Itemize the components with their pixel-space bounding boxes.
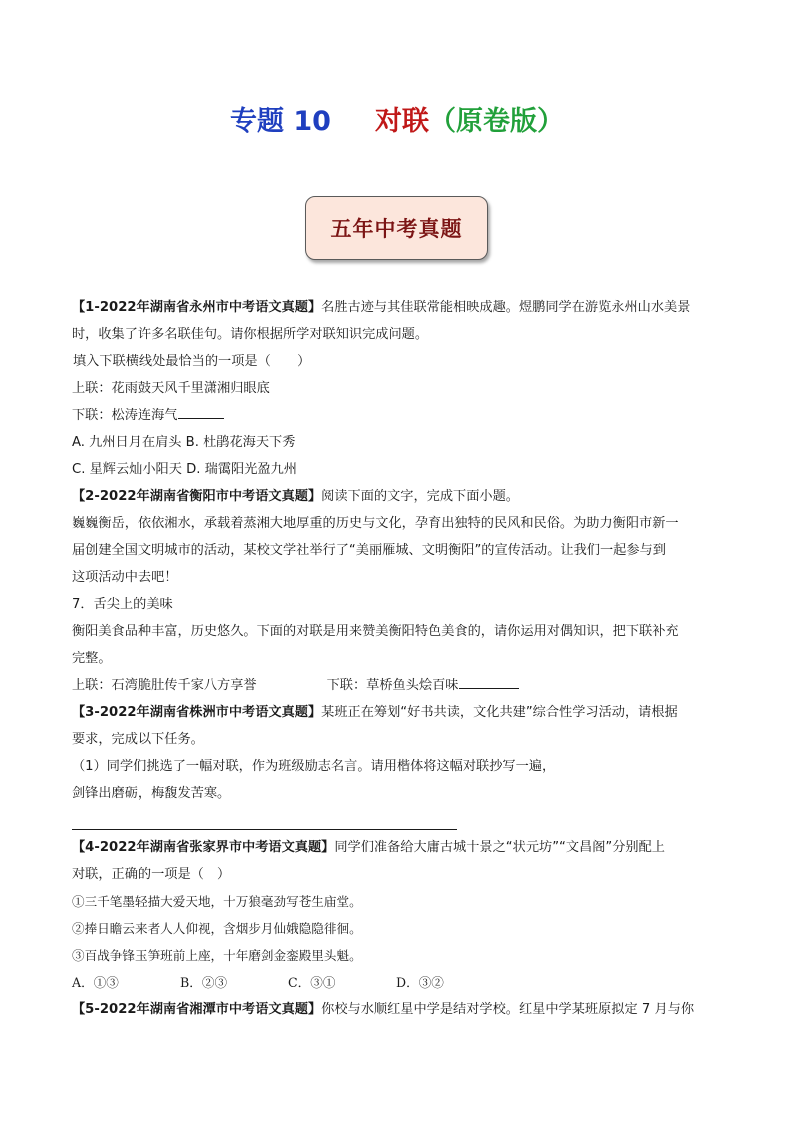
question-5-intro-1: 你校与水顺红星中学是结对学校。红星中学某班原拟定 7 月与你 xyxy=(321,1002,695,1017)
title-topic-name: 对联 xyxy=(374,106,429,137)
question-2-couplet xyxy=(72,672,722,699)
question-1-option-cd: C. 星辉云灿小阳天 D. 瑞霭阳光盈九州 xyxy=(72,462,297,477)
question-2-line-1 xyxy=(72,483,722,510)
question-3-couplet: 剑锋出磨砺，梅馥发苦寒。 xyxy=(72,786,231,801)
question-3-tag: 【3-2022年湖南省株洲市中考语文真题】 xyxy=(72,705,322,720)
question-2-desc-2: 完整。 xyxy=(72,651,112,666)
question-4-item-3: ③百战争锋玉笋班前上座，十年磨剑金銮殿里头魁。 xyxy=(72,948,362,963)
question-2-sub: 7．舌尖上的美味 xyxy=(72,597,173,612)
question-4-intro-2: 对联，正确的一项是（ ） xyxy=(72,867,231,882)
question-4-intro-1: 同学们准备给大庸古城十景之“状元坊”“文昌阁”分别配上 xyxy=(334,840,665,855)
question-4-item-1: ①三千笔墨轻描大爱天地，十万狼毫劲写苍生庙堂。 xyxy=(72,894,362,909)
question-3-line-1 xyxy=(72,699,722,726)
question-2-upper: 上联：石湾脆肚传千家八方享誉 xyxy=(72,678,257,693)
title-edition: （原卷版） xyxy=(428,106,564,137)
page-title xyxy=(0,103,794,141)
question-5-line-1 xyxy=(72,996,722,1023)
question-4-tag: 【4-2022年湖南省张家界市中考语文真题】 xyxy=(72,840,335,855)
question-1-tag: 【1-2022年湖南省永州市中考语文真题】 xyxy=(72,300,322,315)
question-2-para-3: 这项活动中去吧！ xyxy=(72,570,178,585)
question-4-option-d: D．③② xyxy=(396,975,444,990)
question-1-upper: 上联：花雨鼓天风千里潇湘归眼底 xyxy=(72,381,270,396)
question-2-desc-1: 衡阳美食品种丰富，历史悠久。下面的对联是用来赞美衡阳特色美食的，请你运用对偶知识，把下联补充 xyxy=(72,624,679,639)
answer-blank[interactable] xyxy=(178,404,224,419)
question-1-intro-1: 名胜古迹与其佳联常能相映成趣。煜鹏同学在游览永州山水美景 xyxy=(321,300,691,315)
question-2-tag: 【2-2022年湖南省衡阳市中考语文真题】 xyxy=(72,489,322,504)
question-4-item-2: ②捧日瞻云来者人人仰视，含烟步月仙娥隐隐徘徊。 xyxy=(72,921,362,936)
question-4-line-1 xyxy=(72,834,722,861)
question-1-line-1 xyxy=(72,294,722,321)
question-1-prompt: 填入下联横线处最恰当的一项是（ ） xyxy=(73,354,311,369)
section-banner xyxy=(305,196,488,260)
question-3-intro-1: 某班正在筹划“好书共读，文化共建”综合性学习活动，请根据 xyxy=(321,705,678,720)
question-2-para-2: 届创建全国文明城市的活动，某校文学社举行了“美丽雁城、文明衡阳”的宣传活动。让我们一起参与到 xyxy=(72,543,666,558)
question-2-intro: 阅读下面的文字，完成下面小题。 xyxy=(321,489,519,504)
question-1-intro-2: 时，收集了许多名联佳句。请你根据所学对联知识完成问题。 xyxy=(72,327,429,342)
question-4-option-b: B．②③ xyxy=(180,975,228,990)
title-topic-number: 专题 10 xyxy=(230,106,331,137)
question-1-option-ab: A. 九州日月在肩头 B. 杜鹃花海天下秀 xyxy=(72,435,296,450)
question-2-para-1: 巍巍衡岳，依依湘水，承载着蒸湘大地厚重的历史与文化，孕育出独特的民风和民俗。为助力衡阳市新一 xyxy=(72,516,679,531)
question-4-options xyxy=(72,969,722,996)
question-5-tag: 【5-2022年湖南省湘潭市中考语文真题】 xyxy=(72,1002,322,1017)
section-banner-label: 五年中考真题 xyxy=(330,216,463,241)
question-3-task: （1）同学们挑选了一幅对联，作为班级励志名言。请用楷体将这幅对联抄写一遍， xyxy=(72,759,556,774)
question-2-lower: 下联：草桥鱼头烩百味 xyxy=(326,678,459,693)
question-list xyxy=(72,294,722,1023)
answer-line[interactable] xyxy=(72,807,722,834)
question-3-intro-2: 要求，完成以下任务。 xyxy=(72,732,204,747)
question-4-option-c: C．③① xyxy=(288,975,336,990)
answer-blank[interactable] xyxy=(459,674,519,689)
question-4-option-a: A．①③ xyxy=(72,975,119,990)
question-1-lower-text: 下联：松涛连海气 xyxy=(72,408,178,423)
question-1-lower xyxy=(72,402,722,429)
